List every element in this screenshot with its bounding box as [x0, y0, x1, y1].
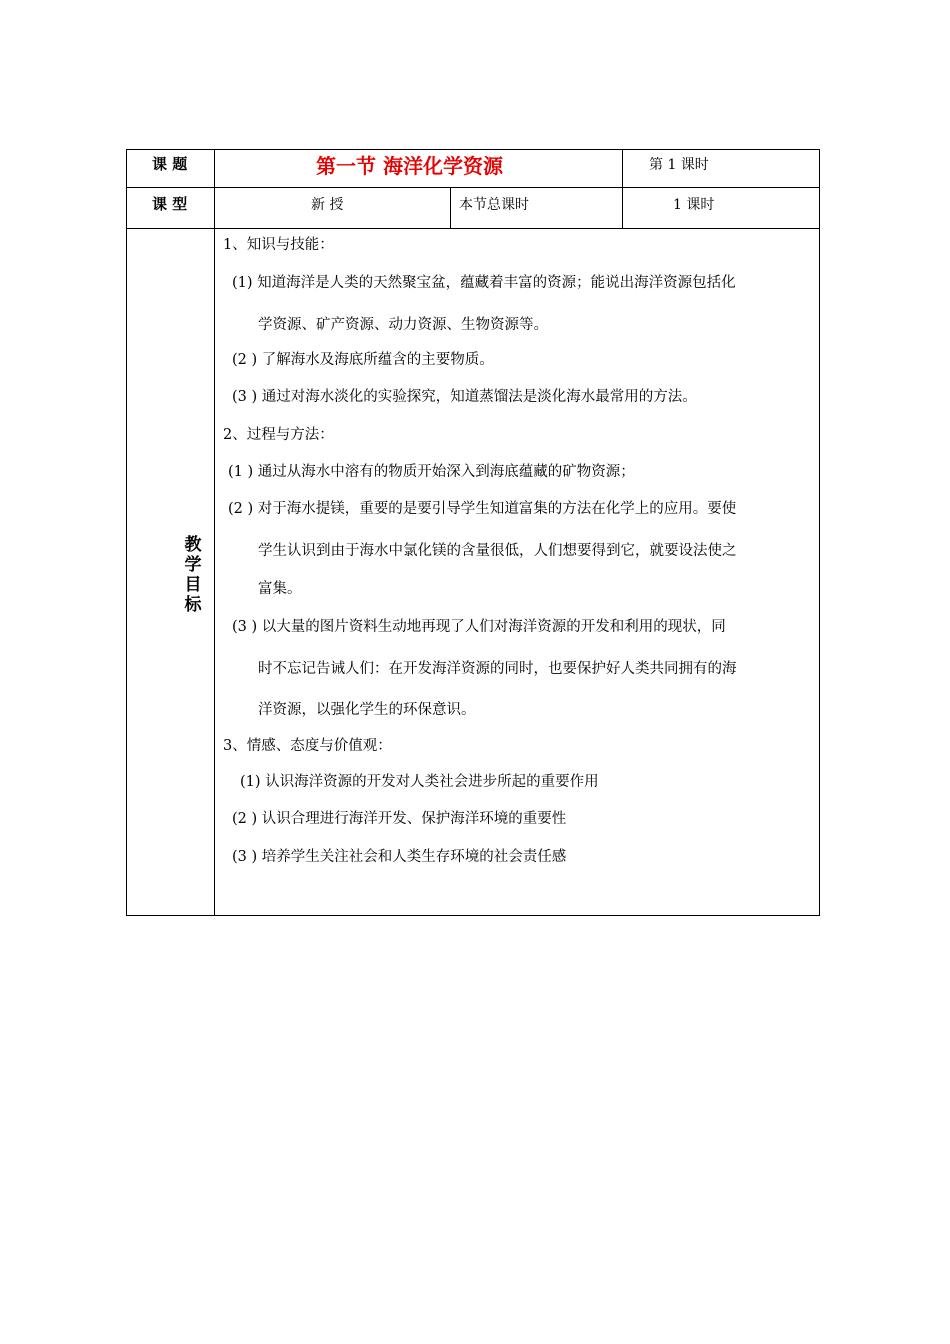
- objective-line: 2、过程与方法：: [223, 427, 334, 443]
- objective-line: (1) 认识海洋资源的开发对人类社会进步所起的重要作用: [240, 774, 599, 790]
- table-border-period-col: [622, 149, 623, 229]
- objective-line: 时不忘记告诫人们：在开发海洋资源的同时，也要保护好人类共同拥有的海: [258, 661, 737, 677]
- objective-line: 富集。: [258, 581, 302, 597]
- lesson-title: 第一节 海洋化学资源: [316, 154, 503, 178]
- table-border-right: [819, 149, 820, 916]
- objective-line: 洋资源，以强化学生的环保意识。: [258, 702, 476, 718]
- table-border-row1: [126, 187, 820, 188]
- topic-label: 课 题: [152, 155, 188, 173]
- table-border-label-col: [214, 149, 215, 916]
- objective-line: (2 ) 认识合理进行海洋开发、保护海洋环境的重要性: [232, 811, 567, 827]
- objective-line: 学资源、矿产资源、动力资源、生物资源等。: [258, 317, 548, 333]
- lesson-type-value: 新 授: [311, 197, 344, 213]
- objective-line: (3 ) 通过对海水淡化的实验探究，知道蒸馏法是淡化海水最常用的方法。: [232, 389, 697, 405]
- period-number: 第 1 课时: [649, 157, 709, 173]
- objective-line: (3 ) 以大量的图片资料生动地再现了人们对海洋资源的开发和利用的现状，同: [232, 619, 726, 635]
- table-border-row2: [126, 228, 820, 229]
- lesson-type-label: 课 型: [152, 195, 188, 213]
- table-border-total-col: [450, 187, 451, 229]
- table-border-bottom: [126, 915, 820, 916]
- objective-line: (1) 知道海洋是人类的天然聚宝盆，蕴藏着丰富的资源；能说出海洋资源包括化: [232, 275, 736, 291]
- table-border-left: [126, 149, 127, 916]
- total-periods-label: 本节总课时: [459, 197, 529, 213]
- objectives-label: 教学目标: [184, 535, 202, 615]
- objective-line: 3、情感、态度与价值观：: [223, 738, 392, 754]
- objective-line: (3 ) 培养学生关注社会和人类生存环境的社会责任感: [232, 849, 567, 865]
- objective-line: 1、知识与技能：: [223, 237, 334, 253]
- objective-line: (1 ) 通过从海水中溶有的物质开始深入到海底蕴藏的矿物资源；: [228, 464, 635, 480]
- objective-line: 学生认识到由于海水中氯化镁的含量很低，人们想要得到它，就要设法使之: [258, 543, 737, 559]
- objective-line: (2 ) 对于海水提镁，重要的是要引导学生知道富集的方法在化学上的应用。要使: [228, 501, 737, 517]
- total-periods-value: 1 课时: [673, 197, 715, 213]
- objective-line: (2 ) 了解海水及海底所蕴含的主要物质。: [232, 352, 494, 368]
